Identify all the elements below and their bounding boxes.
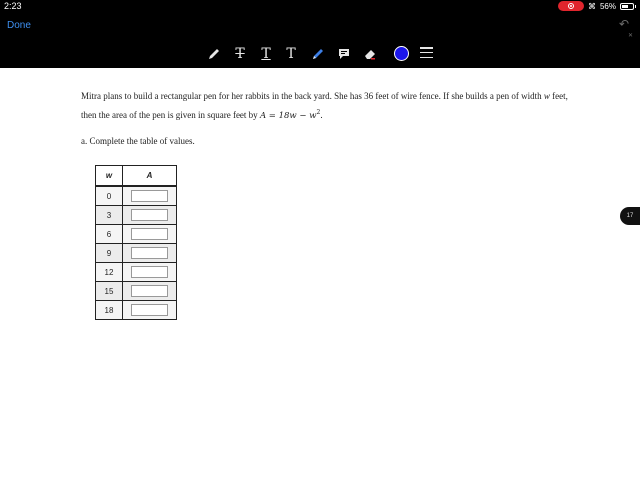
a-cell	[123, 263, 177, 282]
a-cell	[123, 206, 177, 225]
problem-text-1: Mitra plans to build a rectangular pen for her rabbits in the back yard. She has 36 feet of wire fence. If she builds a pen of width	[81, 91, 544, 101]
undo-icon[interactable]: ↶	[618, 17, 629, 31]
w-value: 12	[96, 263, 123, 282]
close-icon[interactable]: ✕	[627, 33, 633, 39]
top-bar	[0, 0, 640, 68]
values-table	[95, 165, 177, 320]
text-icon[interactable]: T	[286, 46, 296, 62]
variable-w: w	[543, 91, 550, 101]
screen-recording-indicator[interactable]	[558, 1, 584, 11]
formula-exponent: 2	[316, 108, 321, 116]
a-cell	[123, 282, 177, 301]
w-value: 3	[96, 206, 123, 225]
eraser-icon[interactable]	[360, 44, 380, 64]
answer-input[interactable]	[131, 304, 168, 316]
area-formula: A = 18w − w	[259, 110, 317, 121]
a-cell	[123, 301, 177, 320]
pen-icon[interactable]	[204, 44, 224, 64]
answer-input[interactable]	[131, 285, 168, 297]
problem-text-3: .	[320, 109, 323, 120]
a-cell	[123, 186, 177, 206]
header-w: w	[96, 166, 123, 187]
answer-input[interactable]	[131, 228, 168, 240]
problem-text-2: feet, then the area of the pen is given in square feet by	[81, 91, 568, 120]
answer-input[interactable]	[131, 247, 168, 259]
table-row	[96, 225, 177, 244]
table-row	[96, 186, 177, 206]
a-cell	[123, 244, 177, 263]
answer-input[interactable]	[131, 209, 168, 221]
menu-icon[interactable]	[420, 47, 433, 58]
underline-text-icon[interactable]: T	[261, 46, 271, 62]
battery-icon	[620, 3, 634, 10]
table-header-row	[96, 166, 177, 187]
header-a: A	[123, 166, 177, 187]
part-a-prompt: a. Complete the table of values.	[81, 136, 195, 146]
status-indicators	[558, 1, 634, 11]
w-value: 18	[96, 301, 123, 320]
comment-icon[interactable]	[334, 44, 354, 64]
annotation-toolbar	[0, 44, 640, 64]
answer-input[interactable]	[131, 266, 168, 278]
answer-input[interactable]	[131, 190, 168, 202]
done-button[interactable]: Done	[7, 20, 31, 31]
table-row	[96, 206, 177, 225]
table-row	[96, 301, 177, 320]
w-value: 6	[96, 225, 123, 244]
page-number-badge[interactable]: 17	[620, 207, 640, 225]
status-time: 2:23	[4, 1, 22, 11]
a-cell	[123, 225, 177, 244]
battery-percent: 56%	[599, 1, 616, 11]
strikethrough-text-icon[interactable]: T	[235, 46, 245, 62]
wifi-icon: ⌘	[587, 1, 596, 11]
table-row	[96, 282, 177, 301]
table-row	[96, 244, 177, 263]
w-value: 15	[96, 282, 123, 301]
w-value: 9	[96, 244, 123, 263]
w-value: 0	[96, 186, 123, 206]
color-picker-swatch[interactable]	[394, 46, 409, 61]
table-row	[96, 263, 177, 282]
highlighter-icon[interactable]	[308, 44, 328, 64]
record-icon	[568, 3, 574, 9]
problem-statement	[81, 89, 581, 124]
